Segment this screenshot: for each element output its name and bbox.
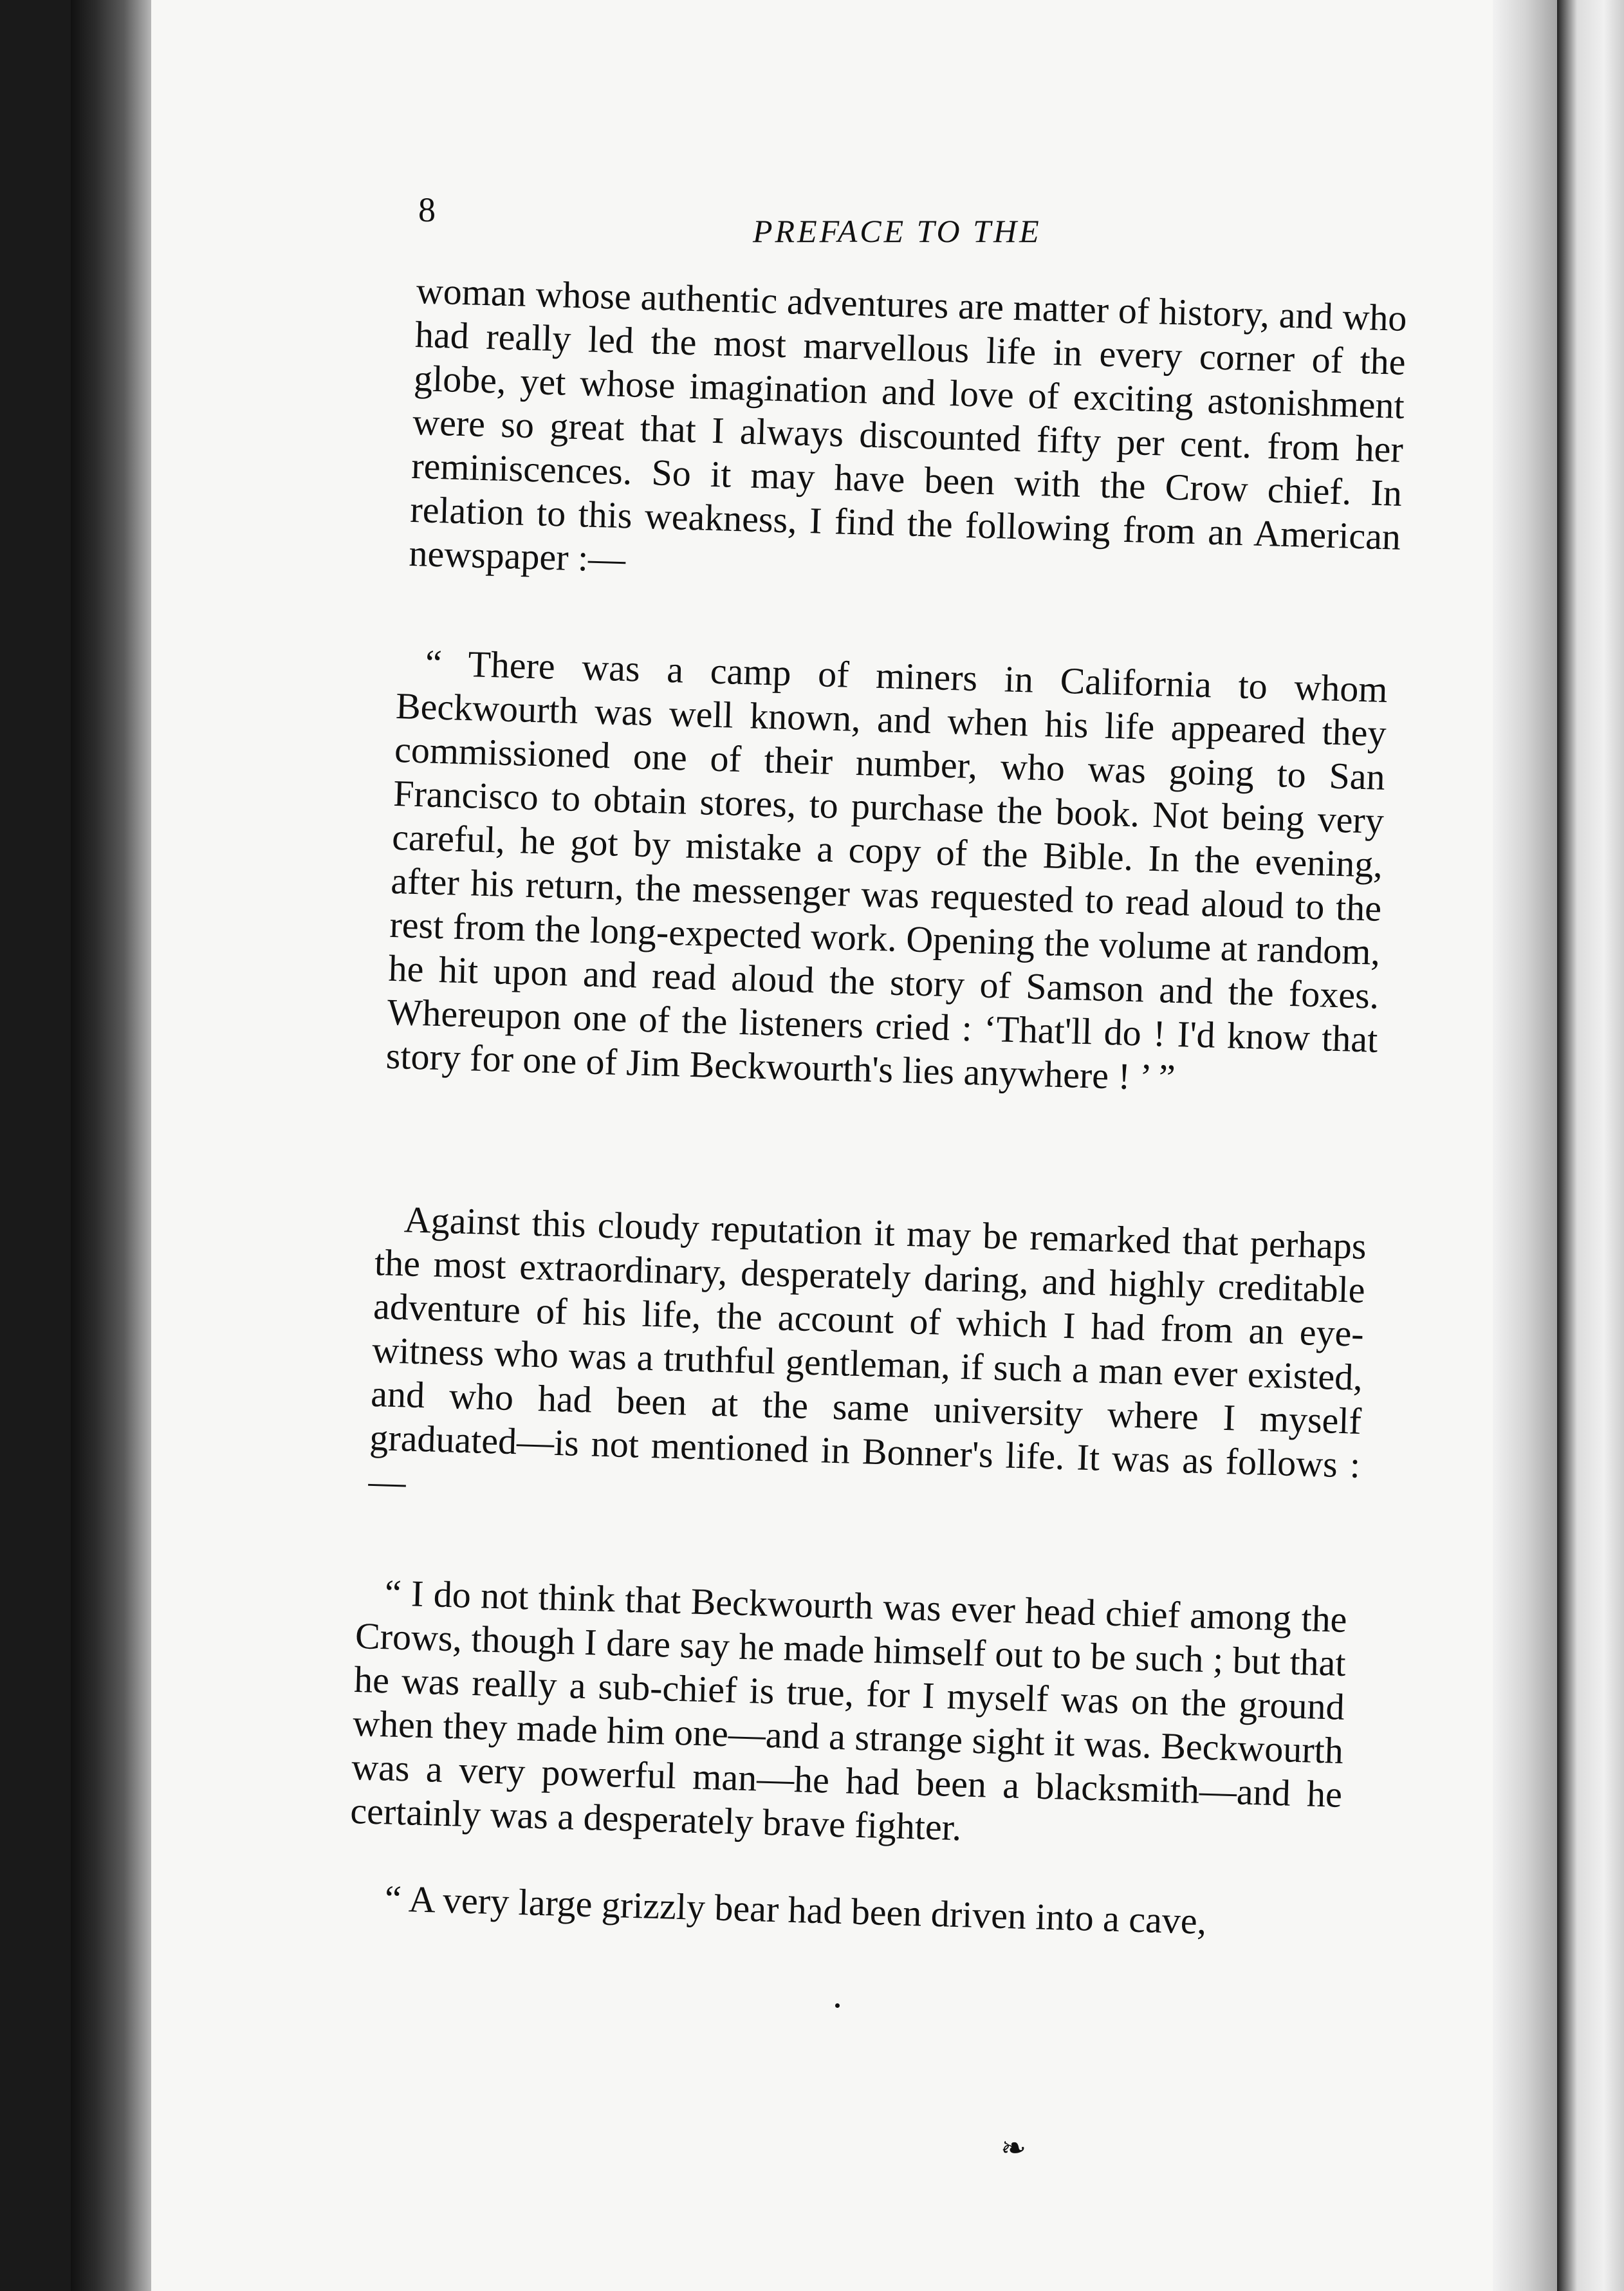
eyewitness-quotation: “ I do not think that Beckwourth was ever head chief among the Crows, though I dare say he made himself out to be such ; but that he was really a sub-chief is true, for I myself was on the ground when they made him one—and a strange sight it was. Beckwourth was a very powerful man—he had been a blacksmith—and he certainly was a desperately brave fighter.: [349, 1572, 1348, 1849]
paragraph-reputation: Against this cloudy reputation it may be remarked that perhaps the most extraordinary, desperately daring, and highly creditable adventure of his life, the account of which I had from an eye-witness who was a truthful gentleman, if such a man ever existed, and who had been at the same university where I myself graduated—is not mentioned in Bonner's life. It was as follows :—: [367, 1198, 1367, 1503]
page-number: 8: [418, 190, 436, 229]
printer-ornament-icon: ❧: [1001, 2130, 1027, 2166]
newspaper-quotation: “ There was a camp of miners in California to whom Beckwourth was well known, and when his life appeared they commissioned one of their number, who was going to San Francisco to obtain stores, to purchase the book. Not being very careful, he got by mistake a copy of the Bible. In the evening, after his return, the messenger was requested to read aloud to the rest from the long-expected work. Opening the volume at random, he hit upon and read aloud the story of Samson and the foxes. Whereupon one of the listeners cried : ‘That'll do ! I'd know that story for one of Jim Beckwourth's lies anywhere ! ’ ”: [385, 642, 1389, 1099]
facing-page-edge: [1557, 0, 1624, 2291]
ink-speck: [835, 2003, 840, 2008]
grizzly-bear-line: “ A very large grizzly bear had been driven into a cave,: [384, 1877, 1208, 1942]
paragraph-continuation: woman whose authentic adventures are matter of history, and who had really led the most marvellous life in every corner of the globe, yet whose imagination and love of exciting astonishment were so great that I always discounted fifty per cent. from her reminiscences. So it may have been with the Crow chief. In relation to this weakness, I find the following from an American newspaper :—: [408, 269, 1408, 580]
running-head: PREFACE TO THE: [753, 213, 1042, 249]
